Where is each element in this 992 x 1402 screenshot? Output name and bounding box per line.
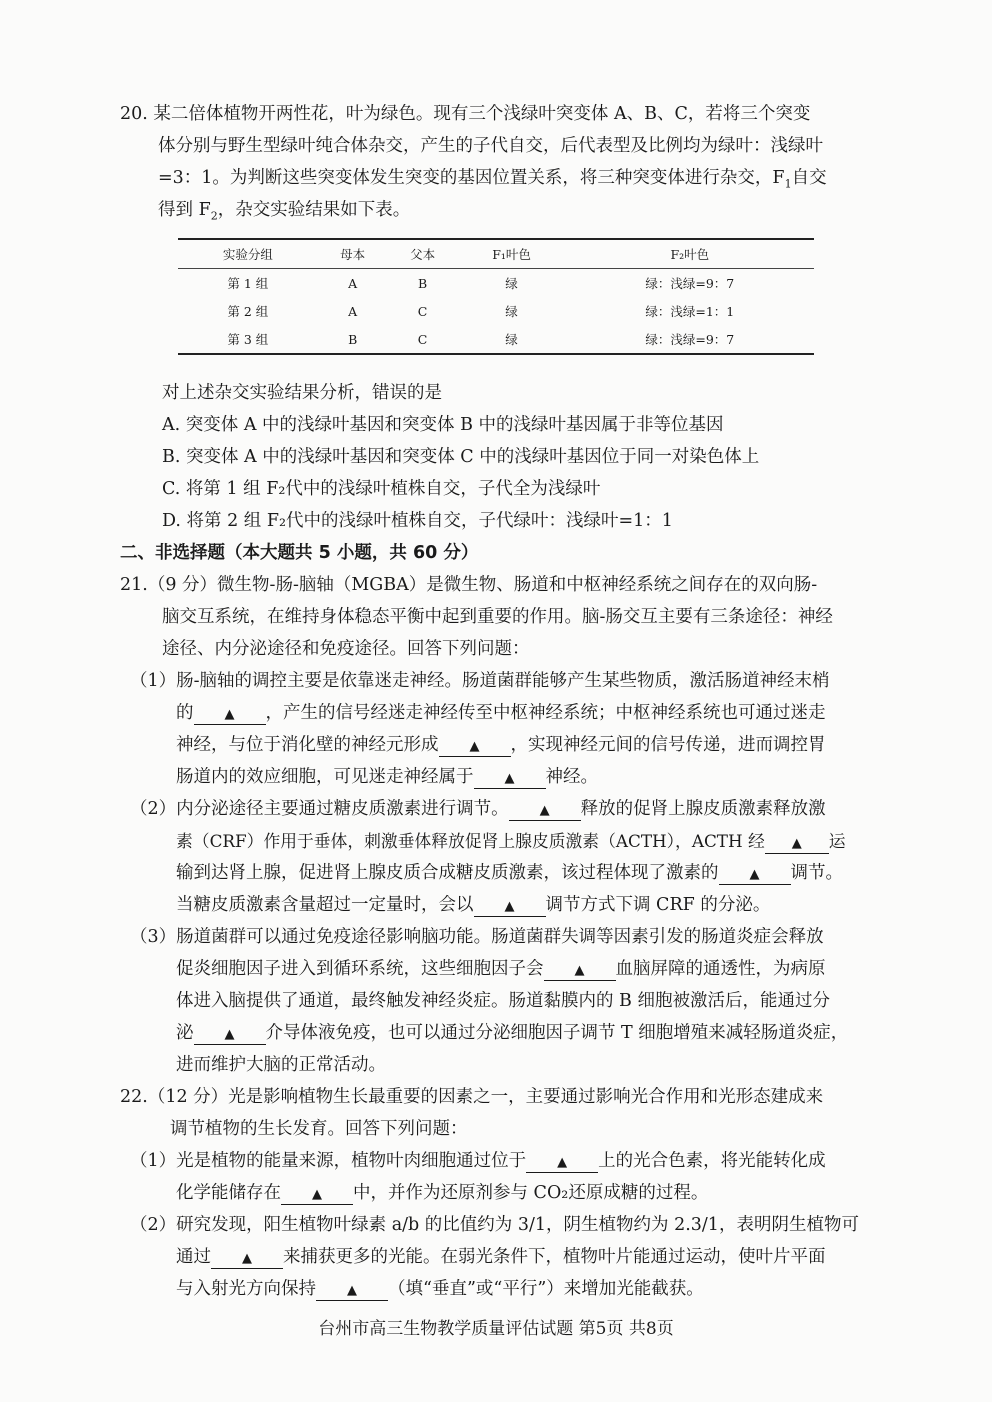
q21-line-2: 脑交互系统，在维持身体稳态平衡中起到重要的作用。脑-肠交互主要有三条途径：神经 [162, 607, 833, 627]
answer-blank: ▲ [211, 1250, 283, 1269]
answer-blank: ▲ [194, 706, 266, 725]
col-header: 母本 [318, 239, 388, 269]
table-cell: C [417, 303, 428, 319]
q20-option-b: B. 突变体 A 中的浅绿叶基因和突变体 C 中的浅绿叶基因位于同一对染色体上 [162, 447, 760, 467]
answer-blank: ▲ [719, 866, 791, 885]
table-cell: 第 2 组 [227, 304, 269, 319]
answer-blank: ▲ [526, 1154, 598, 1173]
page-footer: 台州市高三生物教学质量评估试题 第5页 共8页 [318, 1319, 674, 1339]
q21-line-1: 21.（9 分）微生物-肠-脑轴（MGBA）是微生物、肠道和中枢神经系统之间存在的双向肠- [120, 575, 818, 595]
answer-blank: ▲ [765, 835, 829, 854]
q20-line-1: 20. 某二倍体植物开两性花，叶为绿色。现有三个浅绿叶突变体 A、B、C，若将三个突变 [120, 104, 811, 124]
q21-part1-line-2: 的 ▲ ，产生的信号经迷走神经传至中枢神经系统；中枢神经系统也可通过迷走 [176, 703, 826, 723]
table-cell: 第 1 组 [227, 276, 269, 291]
q20-line-4: 得到 $F_2$，杂交实验结果如下表。 [158, 200, 411, 223]
q22-part2-line-2: 通过 ▲ 来捕获更多的光能。在弱光条件下，植物叶片能通过运动，使叶片平面 [176, 1247, 826, 1267]
col-header: F₂叶色 [566, 239, 814, 269]
table-row [178, 297, 814, 325]
col-header: F₁叶色 [458, 239, 566, 269]
experiment-table [178, 238, 814, 355]
q21-part3-line-1: （3）肠道菌群可以通过免疫途径影响脑功能。肠道菌群失调等因素引发的肠道炎症会释放 [130, 927, 824, 947]
q22-part1-line-2: 化学能储存在 ▲ 中，并作为还原剂参与 CO₂还原成糖的过程。 [176, 1183, 709, 1203]
q21-part3-line-3: 体进入脑提供了通道，最终触发神经炎症。肠道黏膜内的 B 细胞被激活后，能通过分 [176, 991, 830, 1011]
table-cell: 绿 [505, 332, 518, 347]
col-header: 父本 [388, 239, 458, 269]
table-cell: 绿：浅绿=9：7 [645, 276, 735, 291]
answer-blank: ▲ [281, 1186, 353, 1205]
q22-part1-line-1: （1）光是植物的能量来源，植物叶肉细胞通过位于 ▲ 上的光合色素，将光能转化成 [130, 1151, 826, 1171]
answer-blank: ▲ [439, 738, 511, 757]
table-row [178, 325, 814, 354]
section-heading: 二、非选择题（本大题共 5 小题，共 60 分） [120, 543, 479, 563]
q21-part1-line-1: （1）肠-脑轴的调控主要是依靠迷走神经。肠道菌群能够产生某些物质，激活肠道神经末梢 [130, 671, 830, 691]
q21-part3-line-2: 促炎细胞因子进入到循环系统，这些细胞因子会 ▲ 血脑屏障的通透性，为病原 [176, 959, 826, 979]
q21-part3-line-5: 进而维护大脑的正常活动。 [176, 1055, 386, 1075]
q22-part2-line-1: （2）研究发现，阳生植物叶绿素 a/b 的比值约为 3/1，阴生植物约为 2.3/1，表明阴生植物可 [130, 1215, 859, 1235]
q21-part2-line-2: 素（CRF）作用于垂体，刺激垂体释放促肾上腺皮质激素（ACTH），ACTH 经 ▲ 运 [176, 828, 846, 854]
table-cell: C [417, 331, 428, 347]
q21-part1-line-3: 神经，与位于消化壁的神经元形成 ▲ ，实现神经元间的信号传递，进而调控胃 [176, 735, 826, 755]
q20-line-2: 体分别与野生型绿叶纯合体杂交，产生的子代自交，后代表型及比例均为绿叶：浅绿叶 [158, 136, 823, 156]
q20-question: 对上述杂交实验结果分析，错误的是 [162, 383, 442, 403]
q21-part2-line-4: 当糖皮质激素含量超过一定量时，会以 ▲ 调节方式下调 CRF 的分泌。 [176, 895, 771, 915]
answer-blank: ▲ [474, 770, 546, 789]
q22-part2-line-3: 与入射光方向保持 ▲ （填“垂直”或“平行”）来增加光能截获。 [176, 1279, 704, 1299]
table-cell: A [348, 303, 358, 319]
q22-line-2: 调节植物的生长发育。回答下列问题： [170, 1119, 468, 1139]
table-cell: 绿 [505, 276, 518, 291]
answer-blank: ▲ [316, 1282, 388, 1301]
q21-line-3: 途径、内分泌途径和免疫途径。回答下列问题： [162, 639, 530, 659]
answer-blank: ▲ [474, 898, 546, 917]
q21-part1-line-4: 肠道内的效应细胞，可见迷走神经属于 ▲ 神经。 [176, 767, 598, 787]
answer-blank: ▲ [544, 962, 616, 981]
q20-option-c: C. 将第 1 组 F₂代中的浅绿叶植株自交，子代全为浅绿叶 [162, 479, 601, 499]
q21-part2-line-3: 输到达肾上腺，促进肾上腺皮质合成糖皮质激素，该过程体现了激素的 ▲ 调节。 [176, 863, 843, 883]
answer-blank: ▲ [509, 802, 581, 821]
answer-blank: ▲ [194, 1026, 266, 1045]
table-cell: A [348, 275, 358, 291]
q20-option-a: A. 突变体 A 中的浅绿叶基因和突变体 B 中的浅绿叶基因属于非等位基因 [162, 415, 724, 435]
q21-part2-line-1: （2）内分泌途径主要通过糖皮质激素进行调节。 ▲ 释放的促肾上腺皮质激素释放激 [130, 799, 826, 819]
table-cell: 绿：浅绿=1：1 [645, 304, 735, 319]
table-cell: B [417, 275, 428, 291]
q20-line-3: =3：1。为判断这些突变体发生突变的基因位置关系，将三种突变体进行杂交，$F_1$自交 [158, 168, 827, 191]
q20-option-d: D. 将第 2 组 F₂代中的浅绿叶植株自交，子代绿叶：浅绿叶=1：1 [162, 511, 673, 531]
table-cell: 第 3 组 [227, 332, 269, 347]
table-cell: 绿 [505, 304, 518, 319]
table-header-row [178, 239, 814, 269]
col-header: 实验分组 [178, 239, 318, 269]
table-cell: 绿：浅绿=9：7 [645, 332, 735, 347]
q22-line-1: 22.（12 分）光是影响植物生长最重要的因素之一，主要通过影响光合作用和光形态建成来 [120, 1087, 824, 1107]
table-cell: B [348, 331, 358, 347]
q21-part3-line-4: 泌 ▲ 介导体液免疫，也可以通过分泌细胞因子调节 T 细胞增殖来减轻肠道炎症， [176, 1023, 849, 1043]
table-row [178, 269, 814, 298]
